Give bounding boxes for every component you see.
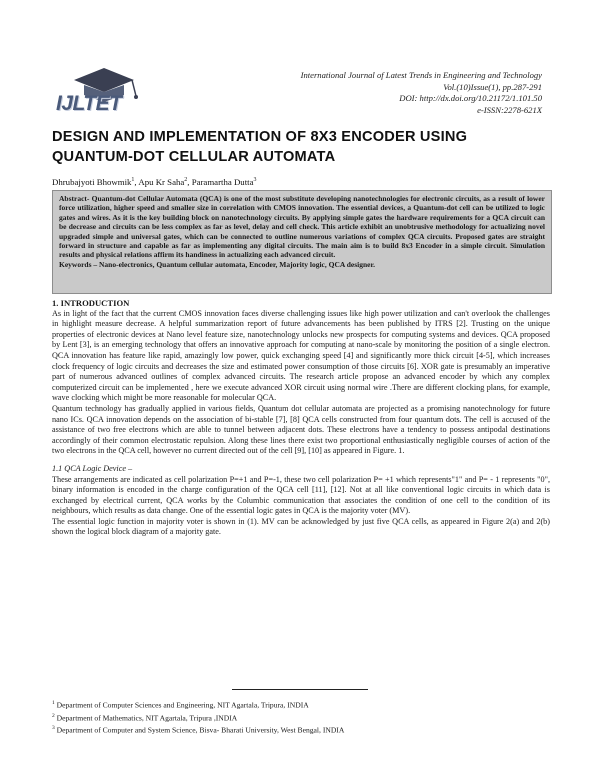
footnote [52,723,552,736]
journal-logo [52,62,152,120]
journal-doi: DOI: http://dx.doi.org/10.21172/1.101.50 [399,93,542,103]
journal-issn: e-ISSN:2278-621X [477,104,542,115]
author-affiliation-mark: 2 [184,177,188,184]
footnote-mark: 3 [52,725,55,732]
footnote-mark: 2 [52,712,55,719]
paragraph: These arrangements are indicated as cell polarization P=+1 and P=-1, these two cell polarization P= +1 which represents"1" and P= - 1 represents "0", binary information is encoded in the charge configuration of the QCA cell [11], [12]. Not at all like conventional logic circuits in which data is exchanged by electrical current, QCA works by the Columbic communication that associates the condition of one cell to the condition of its neighbours, which results as data change. One of the essential logic gates in QCA is the majority voter (MV). [52,474,550,516]
subsection-heading: 1.1 QCA Logic Device – [52,463,133,473]
journal-volume: Vol.(10)Issue(1), pp.287-291 [443,81,542,92]
footnote-text: Department of Computer Sciences and Engineering, NIT Agartala, Tripura, INDIA [54,700,309,710]
footnote-text: Department of Computer and System Science, Bisva- Bharati University, West Bengal, INDIA [54,725,345,735]
author-name: Dhrubajyoti Bhowmik [52,177,132,187]
keywords: Keywords – Nano-electronics, Quantum cellular automata, Encoder, Majority logic, QCA designer. [59,259,376,269]
author-affiliation-mark: 1 [131,177,135,184]
footnote-mark: 1 [52,700,55,706]
journal-name: International Journal of Latest Trends in Engineering and Technology [300,70,542,80]
author-name: Paramartha Dutta [191,177,254,187]
logo-text: IJLTET [56,92,122,115]
abstract-text: Abstract- Quantum-dot Cellular Automata (QCA) is one of the most substitute developing nanotechnologies for electronic circuits, as a result of lower force utilization, higher speed and smaller size in correlation with CMOS innovation. The essential devices, a Quantum-dot cell can be utilized to logic gates and wires. As it is the key building block on nanotechnology circuits. By applying simple gates the hardware requirements for a QCA circuit can be decrease and circuits can be less complex as far as level, delay and cell check. This article exhibit an unobtrusive methodology for actualizing novel upgraded simple and universal gates, which can be connected to outline numerous variations of complex QCA circuits. Proposed gates are straight forward in structure and capable as far as implementing any digital circuits. The main aim is to build 8x3 Encoder in a simple circuit. Simulation results and physical relations affirm its handiness in actualizing each advanced circuit. [59,194,545,260]
paragraph: The essential logic function in majority voter is shown in (1). MV can be acknowledged by just five QCA cells, as appeared in Figure 2(a) and 2(b) shown the logical block diagram of a majority gate. [52,516,550,537]
title-line-1: DESIGN AND IMPLEMENTATION OF 8X3 ENCODER USING [52,129,468,145]
paper-title [52,127,552,167]
paper-body [52,298,550,538]
author-list: Dhrubajyoti Bhowmik$^1$, Apu Kr Saha$^2$, Paramartha Dutta$^3$ [52,177,257,187]
section-heading: 1. INTRODUCTION [52,298,130,308]
footnotes [52,698,552,736]
footnote [52,698,552,711]
footnote-divider [232,689,368,690]
title-line-2: QUANTUM-DOT CELLULAR AUTOMATA [52,149,336,165]
paragraph: As in light of the fact that the current CMOS innovation faces diverse challenging issues like high power utilization and can't overlook the challenges in highlight measure decrease. A helpful summarization report of future advancements has been published by ITRS [2]. Trusting on the unique properties of electronic devices at Nano level feature size, nanotechnology unlocks new prospects for computing systems and devices. QCA proposed by Lent [3], is an emerging technology that offers an innovative approach for computing at nano-scale by monitoring the position of a single electron. QCA innovation has feature like rapid, amazingly low power, quick exchanging speed [4] and significantly more thick circuit [4-5], which increases clock frequency of logic circuits and decreases the size and estimated power consumption of those circuits [6]. XOR gate is presumably an imperative part of numerous advanced outlines of complex advanced circuits. The research article propose an advanced encoder by which any complex computerized circuit can be implemented , here we execute advanced XOR circuit using normal wire .There are different clocking plans, for example, wave clocking which might be more reasonable for molecular QCA. [52,308,550,403]
footnote [52,711,552,724]
journal-info [202,70,542,116]
footnote-text: Department of Mathematics, NIT Agartala, Tripura ,INDIA [54,713,238,723]
paragraph: Quantum technology has gradually applied in various fields, Quantum dot cellular automata are projected as a promising nanotechnology for future nano ICs. QCA innovation depends on the association of bi-stable [7], [8] QCA cells constructed from four quantum dots. The cell is accused of the assistance of two free electrons which are able to tunnel between adjacent dots. These electrons have a tendency to possess antipodal destinations accordingly of their common electrostatic repulsion. Along these lines there exist two proportional enthusiastically negligible courses of action of the two electrons in the QCA cell, however no current directed out of the cell [9], [10] as appeared in Figure. 1. [52,403,550,456]
author-affiliation-mark: 3 [253,177,257,184]
author-name: Apu Kr Saha [138,177,185,187]
abstract-box [52,190,552,294]
